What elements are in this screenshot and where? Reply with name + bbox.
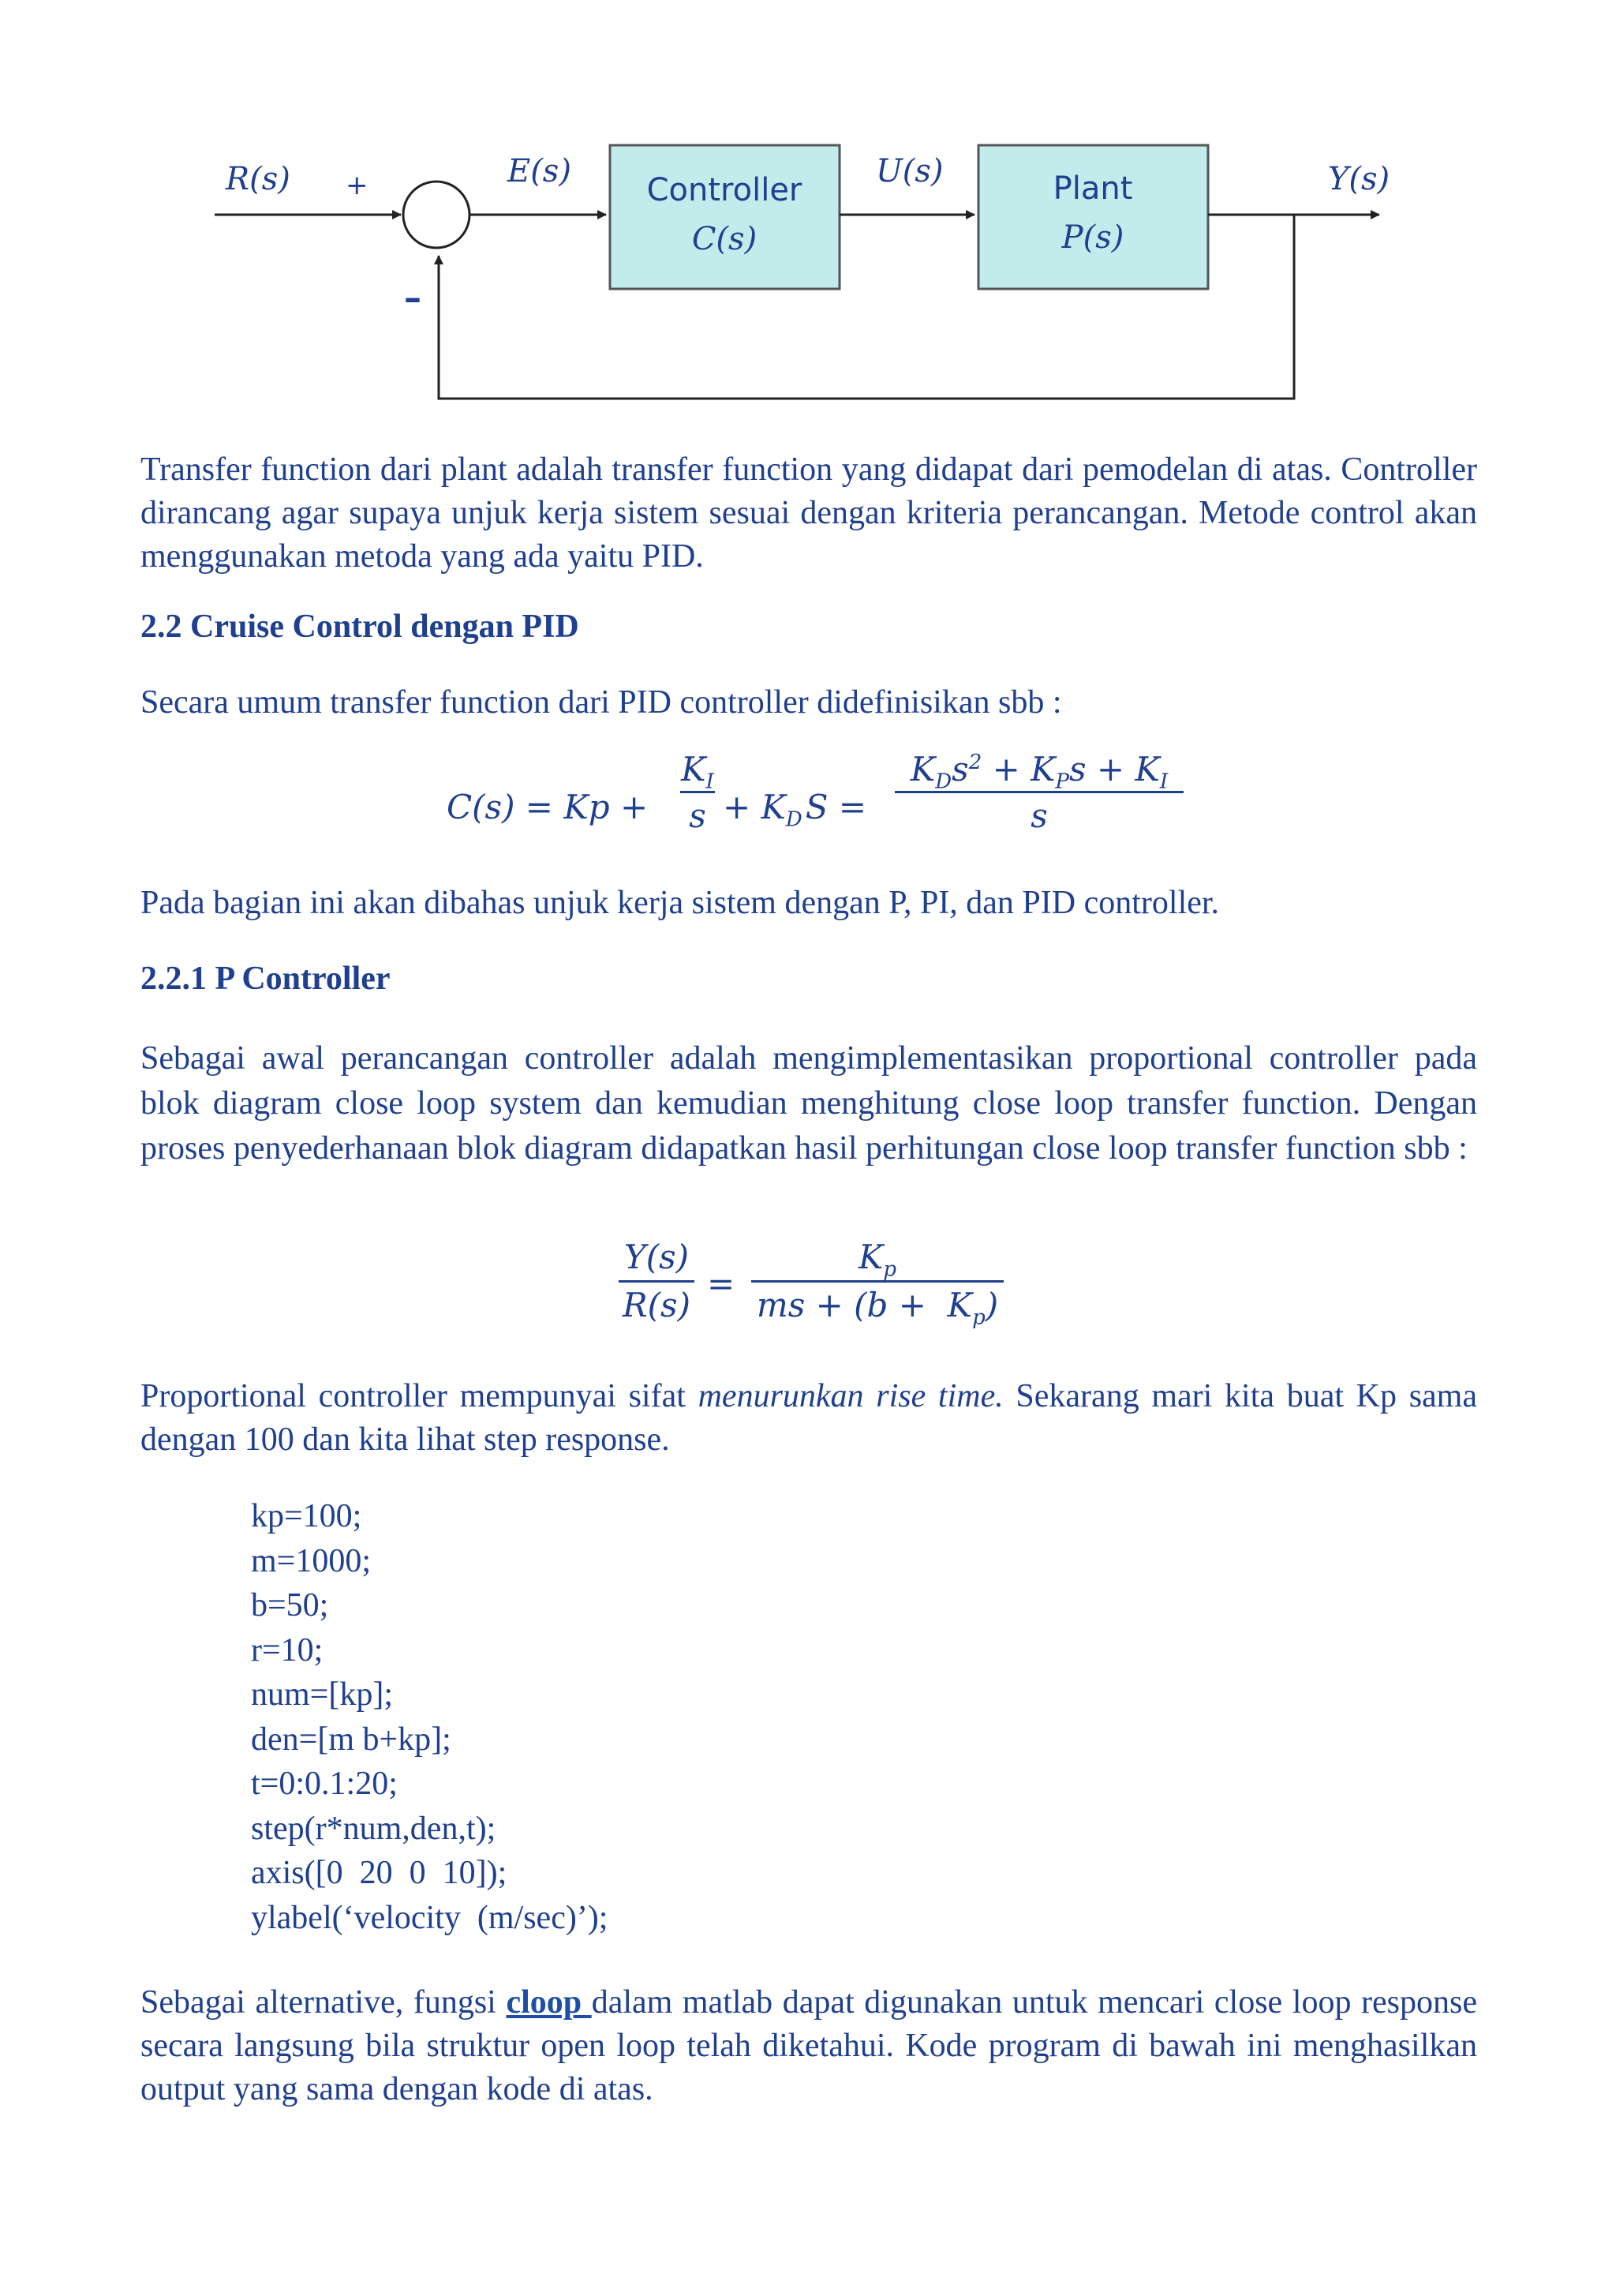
eq1-lhs: C(s) = Kp + <box>447 788 649 826</box>
code-line: m=1000; <box>251 1542 372 1579</box>
eq1-frac1-num-sub: I <box>705 770 714 794</box>
closed-loop-equation <box>619 1238 1013 1340</box>
emphasis-rise-time: menurunkan rise time. <box>698 1378 1004 1414</box>
matlab-code-block <box>251 1494 608 1940</box>
section-heading-cruise-control-pid: 2.2 Cruise Control dengan PID <box>140 609 579 645</box>
code-line: kp=100; <box>251 1498 362 1534</box>
eq1-frac1-den: s <box>689 796 706 835</box>
paragraph-plant-transfer-function: Transfer function dari plant adalah transfer function yang didapat dari pemodelan di atas. Controller dirancang agar supaya unjuk kerja sistem sesuai dengan kriteria perancangan. Metode control akan menggunakan metoda yang ada yaitu PID. <box>140 451 1477 575</box>
eq2-lhs <box>619 1238 694 1324</box>
eq1-frac1-num: K <box>681 750 706 788</box>
controller-tf: C(s) <box>691 221 758 257</box>
input-label: R(s) <box>226 161 290 197</box>
eq1-middle: + $K_DS$ = <box>723 788 867 832</box>
controller-block <box>610 145 840 289</box>
controller-title: Controller <box>646 172 802 208</box>
output-label: Y(s) <box>1328 161 1390 197</box>
control-label: U(s) <box>876 153 944 189</box>
eq1-frac2-den: s <box>1031 796 1048 835</box>
paragraph-cloop-alternative: Sebagai alternative, fungsi cloop dalam matlab dapat digunakan untuk mencari close loop response secara langsung bila struktur open loop telah diketahui. Kode program di bawah ini menghasilkan output yang sama dengan kode di atas. <box>140 1984 1477 2107</box>
code-line: b=50; <box>251 1587 329 1624</box>
plant-tf: P(s) <box>1061 219 1124 256</box>
plant-block <box>978 145 1208 289</box>
code-line: axis([0 20 0 10]); <box>251 1855 507 1891</box>
section-heading-p-controller: 2.2.1 P Controller <box>140 961 391 997</box>
eq2-equals: = <box>707 1264 735 1303</box>
block-diagram <box>0 0 1616 426</box>
plus-sign: + <box>346 170 368 201</box>
code-line: den=[m b+kp]; <box>251 1721 451 1758</box>
code-line: num=[kp]; <box>251 1676 393 1713</box>
code-line: step(r*num,den,t); <box>251 1810 496 1847</box>
cloop-link[interactable]: cloop <box>506 1984 592 2021</box>
eq2-rhs: $K_p$ ms + $(b + K_p)$ <box>751 1238 1004 1329</box>
paragraph-pid-definition: Secara umum transfer function dari PID controller didefinisikan sbb : <box>140 684 1062 721</box>
code-line: ylabel(‘velocity (m/sec)’); <box>251 1899 608 1936</box>
minus-sign: – <box>404 278 421 318</box>
paragraph-p-controller-design: Sebagai awal perancangan controller adalah mengimplementasikan proportional controller pada blok diagram close loop system dan kemudian menghitung close loop transfer function. Dengan proses penyederhanaan blok diagram didapatkan hasil perhitungan close loop transfer function sbb : <box>140 1040 1477 1167</box>
paragraph-p-pi-pid-intro: Pada bagian ini akan dibahas unjuk kerja sistem dengan P, PI, dan PID controller. <box>140 885 1220 921</box>
eq1-frac2: $K_Ds^2 + K_Ps + K_I$ s <box>895 750 1184 835</box>
summing-junction <box>403 182 469 248</box>
eq1-frac1 <box>680 750 715 835</box>
eq2-lhs-num: Y(s) <box>623 1238 690 1276</box>
plant-title: Plant <box>1053 170 1133 207</box>
error-label: E(s) <box>507 153 571 189</box>
paragraph-proportional-controller: Proportional controller mempunyai sifat menurunkan rise time. Sekarang mari kita buat Kp sama dengan 100 dan kita lihat step response. <box>140 1378 1477 1458</box>
eq2-lhs-den: R(s) <box>623 1286 690 1324</box>
code-line: t=0:0.1:20; <box>251 1766 398 1802</box>
pid-equation <box>447 750 1188 860</box>
code-line: r=10; <box>251 1631 324 1669</box>
